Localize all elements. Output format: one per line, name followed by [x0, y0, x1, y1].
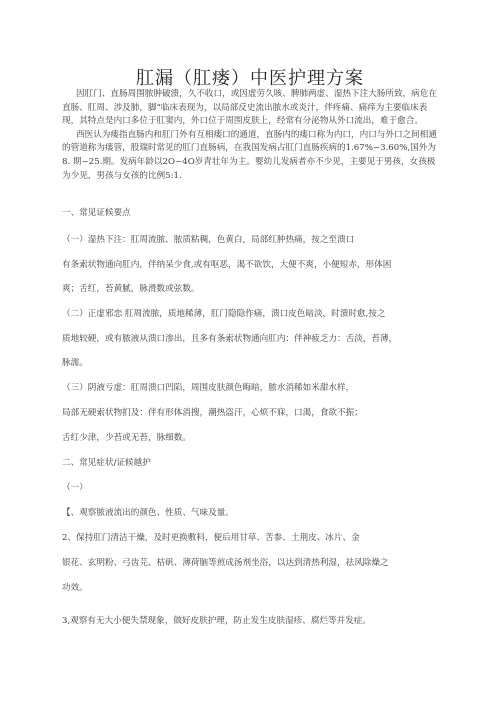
- body-line: 有条索状物通向肛内，伴纳呆少食,或有呕恶，渴不欲饮，大便不爽，小便短赤，形体困: [62, 260, 392, 270]
- body-line: （二）正虚邪恋 肛周流脓，质地稀薄，肛门隐隐作痛，溃口皮色暗淡，时溃时愈,按之: [62, 309, 386, 319]
- list-item: 2、保持肛门清洁干燥，及时更换敷料，便后用甘草、苦参、土荆皮、冰片、金: [62, 533, 360, 543]
- body-line: 质地较硬，或有脓液从溃口渗出，且多有条索状物通向肛内：伴神疲乏力：舌淡，苔薄，: [62, 334, 398, 344]
- section-heading: 一、常见证候要点: [62, 208, 131, 218]
- list-item: 3,观察有无大小便失禁现象，做好皮肤护理，防止发生皮肤湿疹、腐烂等并发症。: [62, 616, 371, 626]
- body-line: 舌红少津，少苔或无苔，脉细数。: [62, 433, 191, 443]
- list-item: 【、观察脓液流出的颜色、性质、气味及量。: [62, 508, 234, 518]
- intro-section: [62, 88, 442, 183]
- body-line: （三）阴液亏虚：肛周溃口凹陷，周围皮肤颜色晦暗，脓水消稀如米甜水样，: [62, 383, 355, 393]
- intro-paragraph: 西医认为瘘指直肠内和肛门外有互相瘘口的通道，直肠内的瘘口称为内口，内口与外口之间相通的管道称为瘘管，股瑞时常见的肛门直肠病，在我国发病占肛门直肠疾病的1.67%~3.60%,国外为8. 期~25.期。发病年龄以2O~4O岁青壮年为主。婴幼儿发病者亦不少见，主要见于男孩，女孩极为少见，男孩与女孩的比例5:1.: [62, 129, 437, 181]
- body-line: （一）湿热下注：肛周流脓、脓质粘稠，色黄白，局部红肿热痛，按之至溃口: [62, 235, 355, 245]
- body-line: 脉濡。: [62, 358, 88, 368]
- body-line: 银花、玄明粉、弓齿芫、枯矾、薄荷脑等煎成汤剂坐浴，以达到清热利湿，祛风除燥之: [62, 558, 389, 568]
- subsection-heading: （一）: [62, 483, 88, 493]
- section-heading: 二、常见症状/证候越护: [62, 458, 151, 468]
- body-line: 局部无硬索状物扪及：伴有形体消搜，潮热盗汗，心烦不寐，口渴，食欲不振；: [62, 408, 363, 418]
- body-line: 爽；舌红，苔黄腻，脉滑数或弦数。: [62, 284, 200, 294]
- intro-paragraph: 因肛门、直肠周围脓肿破溃，久不收口，或因虚劳久咳、脾肺两虚、湿热下注大肠所致，病危在直肠、肛周、涉及肺，脚“临床表现为，以局部反史流出脓水或炎汁，伴疼痛、痛痒为主要临床表现，其特点是内口多位于肛窦内，外口位于周围皮肤上，经常有分泌物从外口流出，难于愈合。: [62, 89, 437, 127]
- body-line: 功效。: [62, 583, 88, 593]
- document-title: 肛漏（肛瘘）中医护理方案: [136, 68, 364, 89]
